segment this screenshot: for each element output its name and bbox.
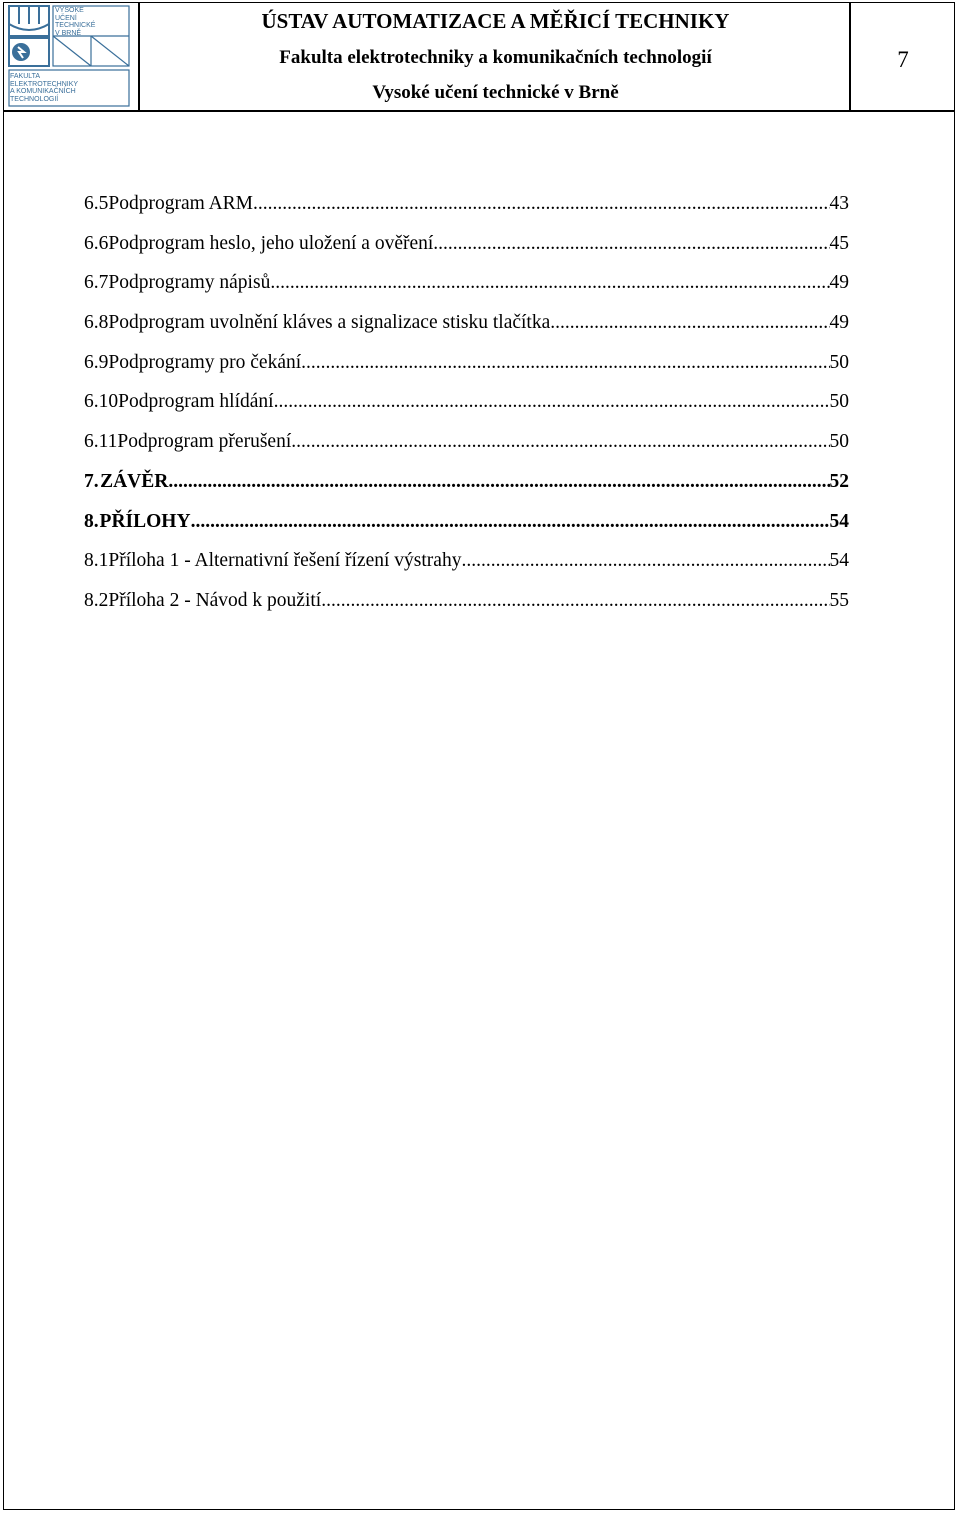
toc-dot-leader (191, 511, 830, 533)
toc-entry-title: PŘÍLOHY (99, 510, 191, 532)
toc-entry[interactable] (84, 431, 849, 471)
toc-dot-leader (291, 431, 829, 453)
toc-entry-title: Podprogram uvolnění kláves a signalizace stisku tlačítka (108, 312, 551, 334)
logo-top-text: VYSOKÉ UČENÍ TECHNICKÉ V BRNĚ (55, 7, 96, 37)
toc-entry-title: Podprogram přerušení (117, 431, 292, 453)
toc-dot-leader (270, 272, 829, 294)
toc-entry-title: Příloha 2 - Návod k použití (108, 589, 322, 611)
toc-dot-leader (274, 391, 830, 413)
toc-entry-number: 6.11 (84, 431, 118, 453)
toc-entry-number: 6.9 (84, 351, 109, 373)
page-number-cell (849, 2, 955, 110)
toc-entry-page: 49 (829, 272, 849, 294)
toc-entry-number: 6.6 (84, 232, 109, 254)
toc-entry-page: 50 (829, 431, 849, 453)
toc-entry-number: 6.5 (84, 193, 109, 214)
toc-entry-page: 52 (829, 470, 849, 492)
university-logo (3, 2, 140, 110)
toc-dot-leader (253, 193, 829, 215)
toc-entry-title: Podprogram ARM (108, 193, 254, 214)
university-name: Vysoké učení technické v Brně (372, 82, 619, 103)
toc-entry[interactable] (84, 590, 849, 630)
toc-entry-number: 7. (84, 470, 99, 492)
toc-dot-leader (550, 312, 829, 334)
toc-entry-page: 54 (829, 510, 849, 532)
toc-dot-leader (461, 550, 829, 572)
header-title-block (140, 2, 851, 110)
toc-entry[interactable] (84, 550, 849, 590)
toc-entry-title: Podprogramy pro čekání (108, 351, 302, 373)
toc-entry-page: 55 (829, 589, 849, 611)
toc-entry[interactable] (84, 471, 849, 511)
toc-entry-page: 50 (829, 391, 849, 413)
toc-entry[interactable] (84, 233, 849, 273)
page-number: 7 (897, 47, 909, 72)
toc-entry-title: Příloha 1 - Alternativní řešení řízení výstrahy (108, 550, 462, 572)
toc-entry-page: 54 (829, 550, 849, 572)
page-header (3, 2, 955, 112)
toc-dot-leader (433, 233, 829, 255)
logo-bottom-text: FAKULTA ELEKTROTECHNIKY A KOMUNIKAČNÍCH TECHNOLOGIÍ (10, 73, 79, 103)
toc-dot-leader (168, 471, 829, 493)
toc-entry[interactable] (84, 312, 849, 352)
toc-entry-title: Podprogramy nápisů (108, 272, 271, 294)
toc-entry-number: 8.2 (84, 589, 109, 611)
toc-entry-number: 6.7 (84, 272, 109, 294)
faculty-name: Fakulta elektrotechniky a komunikačních technologií (279, 47, 712, 68)
toc-entry-page: 45 (829, 232, 849, 254)
toc-entry-page: 50 (829, 351, 849, 373)
toc-entry-title: Podprogram heslo, jeho uložení a ověření (108, 232, 434, 254)
toc-entry-title: Podprogram hlídání (118, 391, 274, 413)
toc-entry-title: ZÁVĚR (100, 470, 169, 492)
toc-entry-number: 6.8 (84, 312, 109, 334)
toc-entry[interactable] (84, 391, 849, 431)
toc-entry-page: 43 (829, 193, 849, 214)
toc-entry-number: 8.1 (84, 550, 109, 572)
toc-dot-leader (321, 590, 829, 612)
toc-entry[interactable] (84, 352, 849, 392)
table-of-contents (84, 193, 849, 630)
toc-dot-leader (301, 352, 829, 374)
toc-entry[interactable] (84, 193, 849, 233)
toc-entry-page: 49 (829, 312, 849, 334)
toc-entry[interactable] (84, 511, 849, 551)
toc-entry-number: 8. (84, 510, 99, 532)
toc-entry[interactable] (84, 272, 849, 312)
toc-entry-number: 6.10 (84, 391, 119, 413)
institute-name: ÚSTAV AUTOMATIZACE A MĚŘICÍ TECHNIKY (261, 9, 730, 33)
